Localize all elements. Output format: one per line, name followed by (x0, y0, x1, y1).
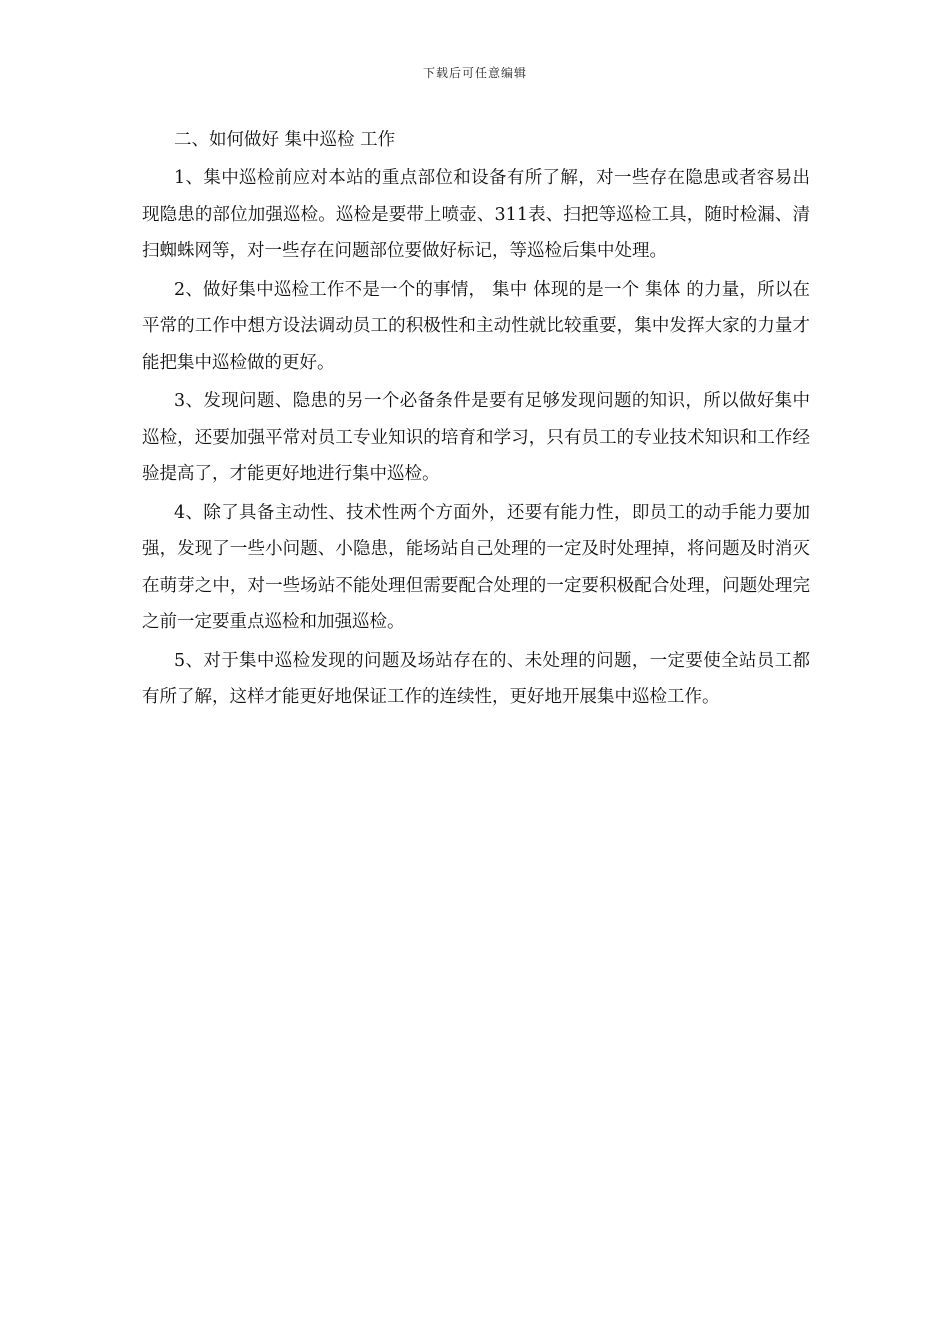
paragraph-2: 2、做好集中巡检工作不是一个的事情， 集中 体现的是一个 集体 的力量，所以在平常的工作中想方设法调动员工的积极性和主动性就比较重要，集中发挥大家的力量才能把集中巡检做的更好。 (142, 279, 810, 373)
paragraph-4: 4、除了具备主动性、技术性两个方面外，还要有能力性，即员工的动手能力要加强，发现了一些小问题、小隐患，能场站自己处理的一定及时处理掉，将问题及时消灭在萌芽之中，对一些场站不能处理但需要配合处理的一定要积极配合处理，问题处理完之前一定要重点巡检和加强巡检。 (142, 502, 810, 632)
paragraph-1: 1、集中巡检前应对本站的重点部位和设备有所了解，对一些存在隐患或者容易出现隐患的部位加强巡检。巡检是要带上喷壶、311表、扫把等巡检工具，随时检漏、清扫蜘蛛网等，对一些存在问题部位要做好标记，等巡检后集中处理。 (142, 168, 810, 261)
document-body (142, 122, 810, 716)
section-title: 二、如何做好 集中巡检 工作 (174, 130, 396, 150)
header-note: 下载后可任意编辑 (422, 66, 527, 80)
paragraph-5: 5、对于集中巡检发现的问题及场站存在的、未处理的问题，一定要使全站员工都有所了解，这样才能更好地保证工作的连续性，更好地开展集中巡检工作。 (142, 650, 810, 707)
paragraph-3: 3、发现问题、隐患的另一个必备条件是要有足够发现问题的知识，所以做好集中巡检，还要加强平常对员工专业知识的培育和学习，只有员工的专业技术知识和工作经验提高了，才能更好地进行集中巡检。 (142, 391, 810, 484)
